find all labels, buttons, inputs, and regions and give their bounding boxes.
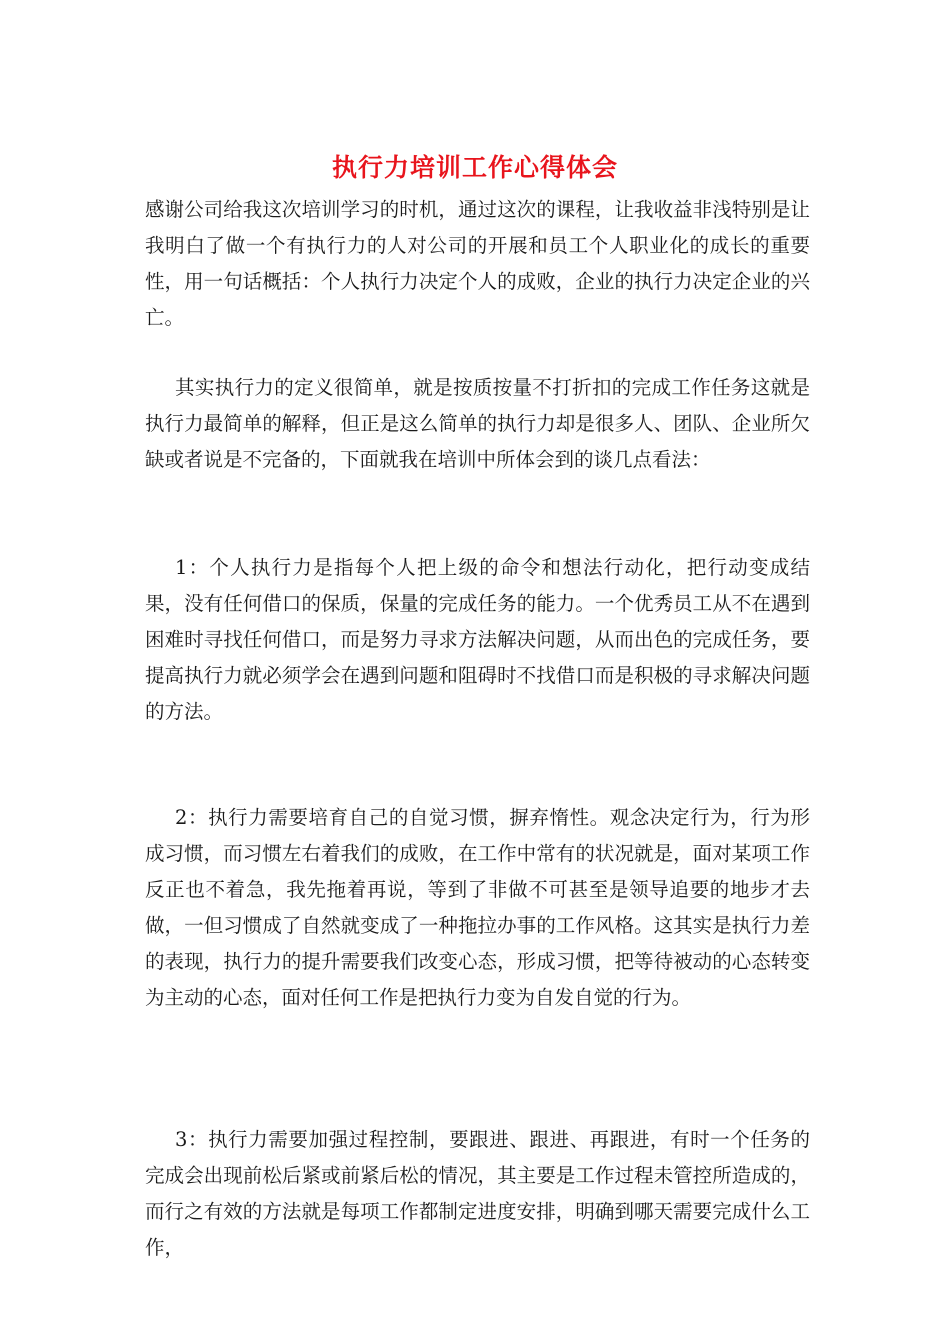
paragraph-intro: 感谢公司给我这次培训学习的时机，通过这次的课程，让我收益非浅特别是让我明白了做一个有执行力的人对公司的开展和员工个人职业化的成长的重要性，用一句话概括：个人执行力决定个人的成败，企业的执行力决定企业的兴亡。 <box>145 198 810 329</box>
paragraph-point-2: 2：执行力需要培育自己的自觉习惯，摒弃惰性。观念决定行为，行为形成习惯，而习惯左右着我们的成败，在工作中常有的状况就是，面对某项工作反正也不着急，我先拖着再说，等到了非做不可甚至是领导追要的地步才去做，一但习惯成了自然就变成了一种拖拉办事的工作风格。这其实是执行力差的表现，执行力的提升需要我们改变心态，形成习惯，把等待被动的心态转变为主动的心态，面对任何工作是把执行力变为自发自觉的行为。 <box>145 806 810 1009</box>
paragraph-point-1: 1：个人执行力是指每个人把上级的命令和想法行动化，把行动变成结果，没有任何借口的保质，保量的完成任务的能力。一个优秀员工从不在遇到困难时寻找任何借口，而是努力寻求方法解决问题，从而出色的完成任务，要提高执行力就必须学会在遇到问题和阻碍时不找借口而是积极的寻求解决问题的方法。 <box>145 556 810 723</box>
paragraph-point-3: 3：执行力需要加强过程控制，要跟进、跟进、再跟进，有时一个任务的完成会出现前松后紧或前紧后松的情况，其主要是工作过程未管控所造成的，而行之有效的方法就是每项工作都制定进度安排，明确到哪天需要完成什么工作， <box>145 1128 810 1259</box>
paragraph-definition: 其实执行力的定义很简单，就是按质按量不打折扣的完成工作任务这就是执行力最简单的解释，但正是这么简单的执行力却是很多人、团队、企业所欠缺或者说是不完备的，下面就我在培训中所体会到的谈几点看法： <box>145 376 810 471</box>
document-title: 执行力培训工作心得体会 <box>331 153 618 182</box>
